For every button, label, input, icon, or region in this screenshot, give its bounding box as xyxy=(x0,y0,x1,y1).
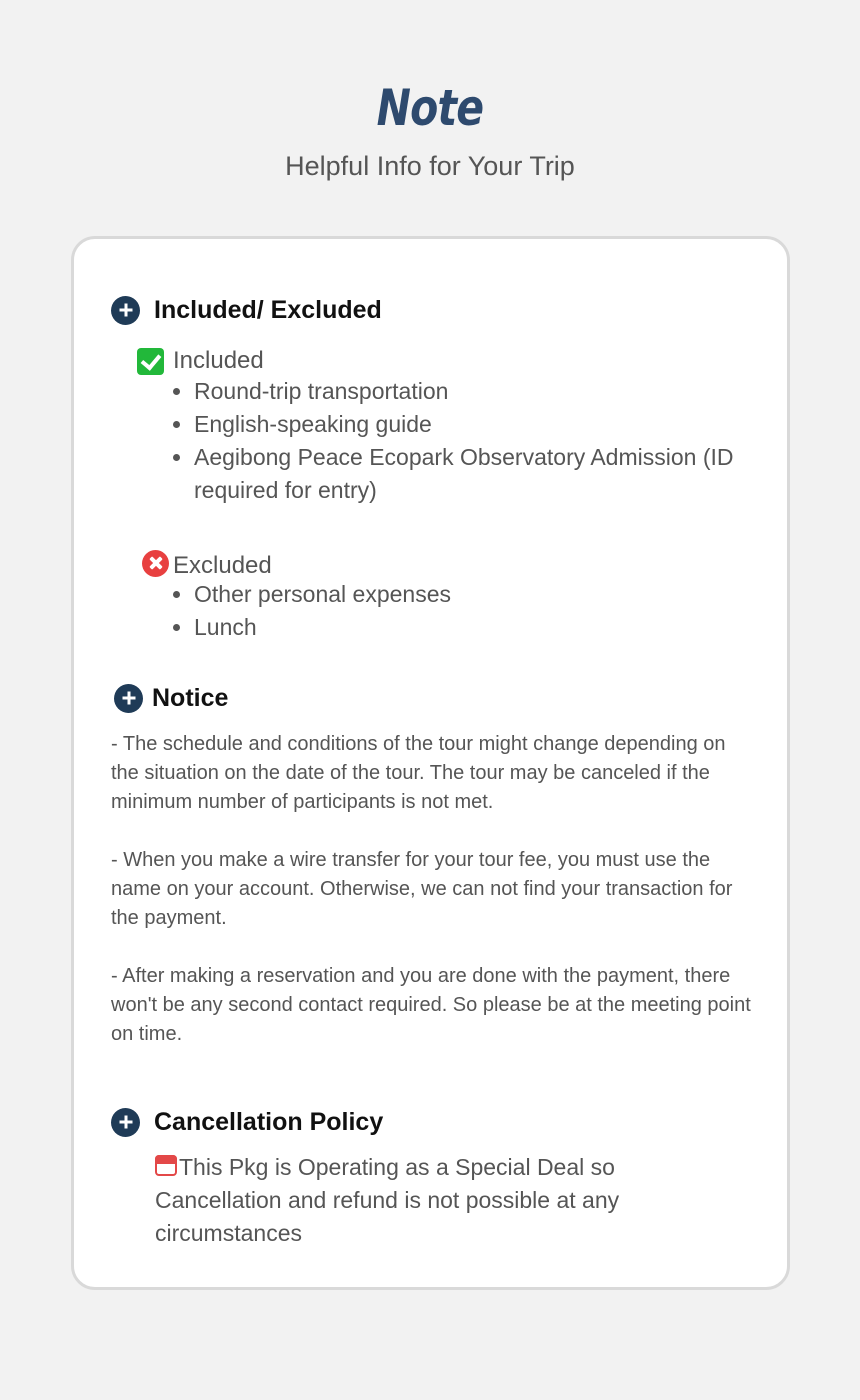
list-item: • Lunch xyxy=(194,611,764,644)
included-label-row xyxy=(137,346,264,376)
notice-paragraph: - After making a reservation and you are done with the payment, there won't be any second contact required. So please be at the meeting point on time. xyxy=(111,965,751,1045)
cancellation-body: This Pkg is Operating as a Special Deal so Cancellation and refund is not possible at any circumstances xyxy=(155,1154,620,1246)
included-list xyxy=(174,375,764,507)
list-item: • Round-trip transportation xyxy=(194,375,764,408)
cancellation-title: Cancellation Policy xyxy=(154,1108,384,1136)
included-excluded-heading xyxy=(111,295,382,325)
info-card xyxy=(71,236,790,1290)
notice-heading xyxy=(114,683,228,713)
cross-circle-icon xyxy=(142,550,169,577)
page-title: Note xyxy=(376,79,484,137)
calendar-icon xyxy=(155,1155,177,1176)
plus-circle-icon xyxy=(111,296,140,325)
excluded-list xyxy=(174,578,764,644)
included-excluded-title: Included/ Excluded xyxy=(154,296,382,324)
included-label: Included xyxy=(173,347,264,374)
plus-circle-icon xyxy=(111,1108,140,1137)
list-item: • English-speaking guide xyxy=(194,408,764,441)
list-item: • Other personal expenses xyxy=(194,578,764,611)
cancellation-heading xyxy=(111,1107,383,1137)
cancellation-text xyxy=(155,1151,695,1250)
check-box-icon xyxy=(137,348,164,375)
notice-body xyxy=(111,730,751,1078)
page-subtitle: Helpful Info for Your Trip xyxy=(285,151,575,181)
page-header xyxy=(0,78,860,182)
list-item: • Aegibong Peace Ecopark Observatory Admission (ID required for entry) xyxy=(194,441,764,507)
plus-circle-icon xyxy=(114,684,143,713)
notice-title: Notice xyxy=(152,684,229,712)
notice-paragraph: - The schedule and conditions of the tour might change depending on the situation on the date of the tour. The tour may be canceled if the minimum number of participants is not met. xyxy=(111,733,726,813)
notice-paragraph: - When you make a wire transfer for your tour fee, you must use the name on your account. Otherwise, we can not find your transaction for the payment. xyxy=(111,849,733,929)
excluded-label: Excluded xyxy=(173,552,272,579)
excluded-label-row xyxy=(142,551,272,581)
